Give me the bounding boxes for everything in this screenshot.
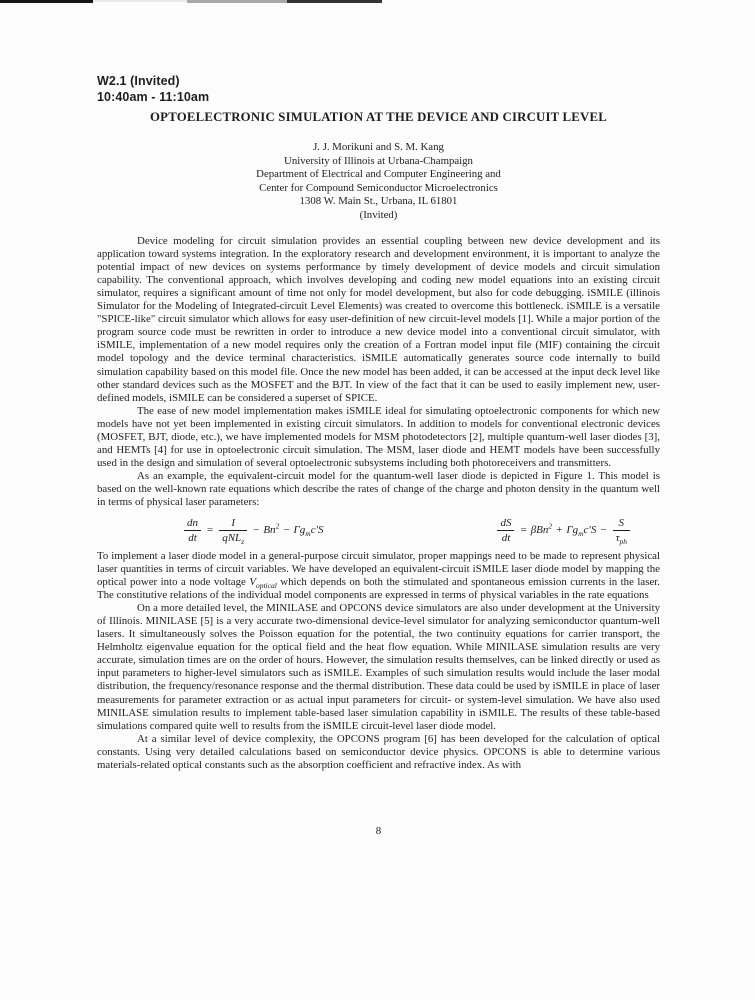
invited-label: (Invited): [359, 208, 398, 221]
scan-artifact-bar: [0, 0, 93, 3]
page-number: 8: [375, 825, 382, 837]
body-paragraph: The ease of new model implementation makes iSMILE ideal for simulating optoelectronic components for which new models have not yet been implemented in existing circuit simulators. In addition to models for conventional electronic devices (MOSFET, BJT, diode, etc.), we have implemented models for MSM photodetectors [2], multiple quantum-well laser diodes [3], and HEMTs [4] for use in optoelectronic circuit simulation. The MSM, laser diode and HEMT models have been successfully used in the design and simulation of several optoelectronic subsystems including both photoreceivers and transmitters.: [97, 404, 660, 470]
fraction: $\frac{I}{qNL_z}$: [219, 517, 247, 544]
scan-artifact-bar: [93, 0, 187, 2]
session-header: [97, 74, 660, 105]
affiliation-line: 1308 W. Main St., Urbana, IL 61801: [299, 195, 458, 208]
body-paragraph: To implement a laser diode model in a general-purpose circuit simulator, proper mappings need to be made to represent physical laser quantities in terms of circuit variables. We have developed an equivalent-circuit iSMILE laser diode model by mapping the optical power into a node voltage $V_{optical}$ which depends on both the stimulated and spontaneous emission currents in the laser. The constitutive relations of the individual model components are expressed in terms of physical variables in the rate equations: [97, 549, 660, 601]
body-paragraph: Device modeling for circuit simulation provides an essential coupling between new device development and its application toward systems integration. In the exploratory research and development environment, it is important to analyze the potential impact of new devices on systems performance by timely development of device models and circuit simulation capability. The conventional approach, which involves developing and coding new model equations into an existing circuit simulator, requires a significant amount of time not only for model development, but also for code debugging. iSMILE (illinois Simulator for the Modeling of Integrated-circuit Level Elements) was created to overcome this bottleneck. iSMILE is a versatile "SPICE-like" circuit simulator which allows for easy user-definition of new circuit-level models [1]. While a major portion of the program source code must be rewritten in order to introduce a new device model into a conventional circuit simulator, with iSMILE, implementation of a new model requires only the creation of a Fortran model input file (MIF) containing the circuit model topology and the device terminal characteristics. iSMILE automatically generates source code internally to build simulation capability based on this model file. Once the new model has been added, it can be accessed at the input deck level like other standard devices such as the MOSFET and the BJT. In view of the fact that it can be used to easily implement new, user-defined models, iSMILE can be considered a superset of SPICE.: [97, 234, 660, 404]
photon-rate-equation: $\frac{dS}{dt}$ = βBn$^2$ + $\Gamma g_mc'S$ − $\frac{S}{\tau_{ph}}$: [495, 517, 632, 544]
page-content: [97, 74, 660, 772]
session-code: W2.1 (Invited): [97, 74, 180, 88]
rate-equations: [97, 517, 660, 544]
abstract-body: [97, 235, 660, 773]
scan-artifact-bar: [187, 0, 287, 3]
affiliation-line: Center for Compound Semiconductor Microelectronics: [259, 181, 498, 194]
affiliation-line: Department of Electrical and Computer Engineering and: [256, 168, 501, 181]
v-optical-variable: $V_{optical}$: [249, 575, 277, 590]
body-paragraph: At a similar level of device complexity, the OPCONS program [6] has been developed for the calculation of optical constants. Using very detailed calculations based on semiconductor device physics. OPCONS is able to determine various materials-related optical constants such as the absorption coefficient and refractive index. As with: [97, 732, 660, 772]
authors-line: J. J. Morikuni and S. M. Kang: [313, 141, 444, 153]
carrier-rate-equation: $\frac{dn}{dt}$ = $\frac{I}{qNL_z}$ − Bn$^2$ − $\Gamma g_mc'S$: [182, 517, 324, 544]
scan-artifact-bar: [287, 0, 382, 3]
body-paragraph: As an example, the equivalent-circuit model for the quantum-well laser diode is depicted in Figure 1. This model is based on the well-known rate equations which describe the rates of change of the charge and photon density in the quantum well in terms of physical laser parameters:: [97, 470, 660, 509]
author-block: [97, 141, 660, 223]
fraction: $\frac{dS}{dt}$: [497, 517, 514, 544]
paper-title: OPTOELECTRONIC SIMULATION AT THE DEVICE AND CIRCUIT LEVEL: [150, 110, 607, 124]
body-paragraph: On a more detailed level, the MINILASE and OPCONS device simulators are also under development at the University of Illinois. MINILASE [5] is a very accurate two-dimensional device-level simulator for analyzing semiconductor quantum-well lasers. It simultaneously solves the Poisson equation for the potential, the two continuity equations for carrier transport, the Helmholtz eigenvalue equation for the optical field and the heat flow equation. While MINILASE simulation results are very accurate, simulation times are on the order of hours. However, the simulation results themselves, can be linked directly or used as input parameters to higher-level simulators such as iSMILE. Examples of such simulation results would include the laser modal distribution, the frequency/resonance response and the thermal distribution. These data could be used by iSMILE in place of laser measurements for parameter extraction or as actual input parameters for circuit- or system-level simulation. We have also used MINILASE simulation results to implement table-based laser simulation capability in iSMILE. The results of these table-based simulations compared quite well to results from the iSMILE circuit-level laser diode model.: [97, 601, 660, 732]
fraction: $\frac{dn}{dt}$: [184, 517, 201, 544]
fraction: $\frac{S}{\tau_{ph}}$: [613, 517, 630, 544]
session-time: 10:40am - 11:10am: [97, 89, 210, 104]
affiliation-line: University of Illinois at Urbana-Champaign: [284, 154, 473, 167]
